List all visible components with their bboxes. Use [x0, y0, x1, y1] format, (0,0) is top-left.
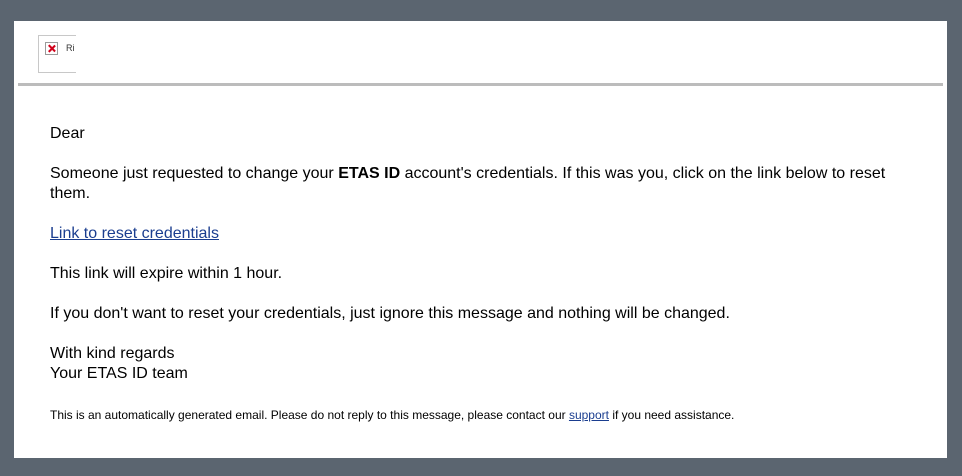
footer-prefix: This is an automatically generated email. Please do not reply to this message, please contact our — [50, 408, 569, 422]
reset-link-paragraph — [50, 224, 910, 244]
request-paragraph — [50, 164, 910, 204]
expiry-text: This link will expire within 1 hour. — [50, 265, 283, 282]
footer-suffix: if you need assistance. — [608, 408, 735, 422]
email-header — [14, 21, 947, 83]
email-body — [50, 124, 910, 384]
logo-alt-text: Ri — [66, 43, 74, 53]
closing-line-1: With kind regards — [50, 345, 175, 362]
ignore-text: If you don't want to reset your credentials, just ignore this message and nothing will be changed. — [50, 305, 730, 322]
broken-image-icon — [45, 42, 58, 55]
request-suffix: account's credentials. If this was you, click on the link below to reset them. — [50, 165, 886, 202]
header-divider — [18, 83, 943, 86]
support-link[interactable]: support — [568, 408, 609, 422]
greeting: Dear — [50, 125, 85, 142]
email-card — [14, 21, 947, 458]
request-prefix: Someone just requested to change your — [50, 165, 339, 182]
reset-credentials-link[interactable]: Link to reset credentials — [50, 225, 219, 242]
footer-note — [50, 407, 930, 423]
closing — [50, 344, 910, 384]
closing-line-2: Your ETAS ID team — [50, 365, 188, 382]
logo-placeholder — [38, 35, 76, 73]
etas-id-strong: ETAS ID — [338, 165, 401, 182]
